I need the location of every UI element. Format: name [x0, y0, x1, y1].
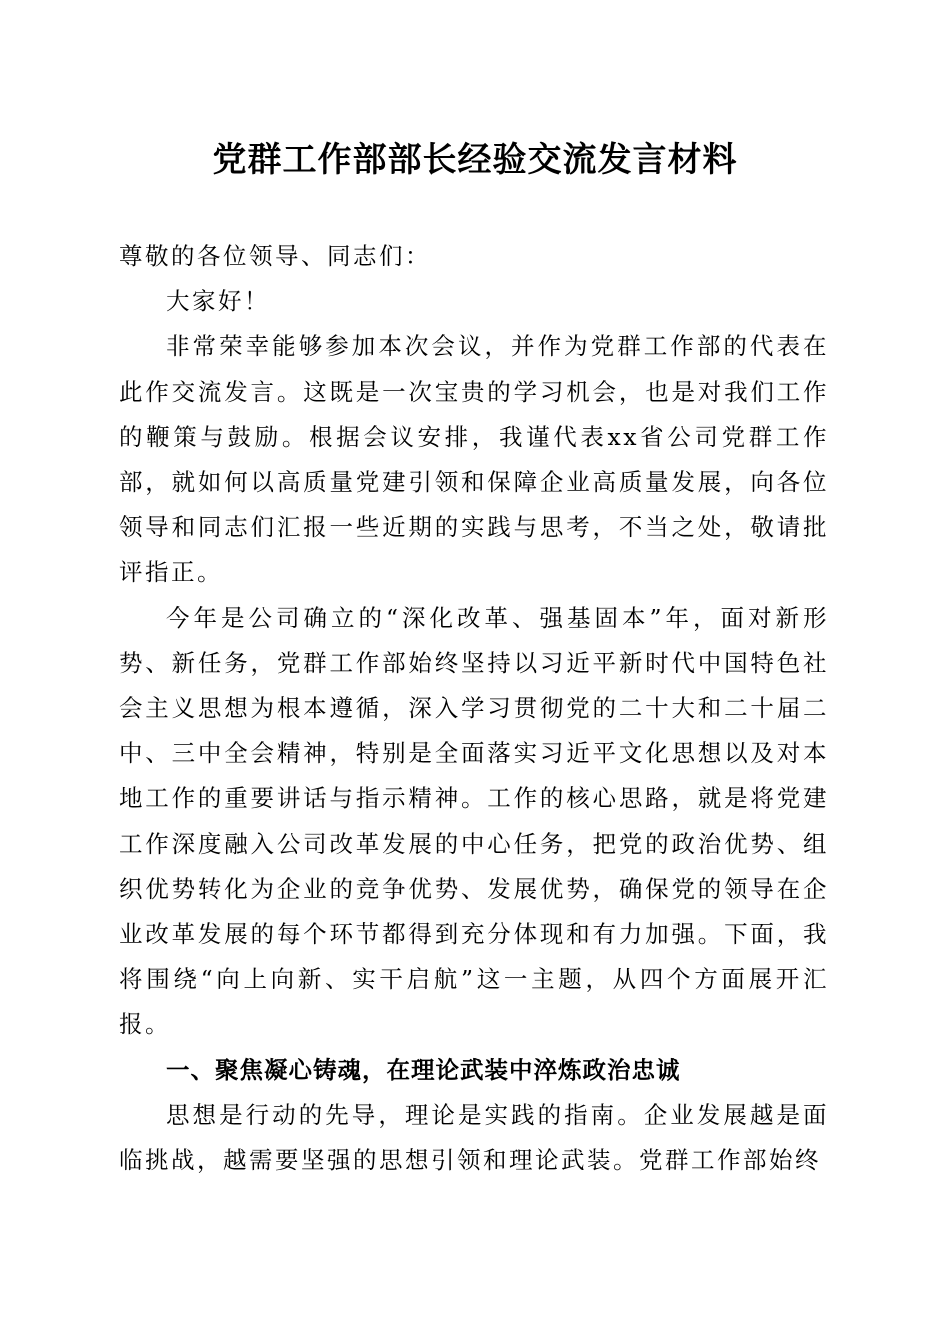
document-title: 党群工作部部长经验交流发言材料 [212, 140, 738, 180]
paragraph-intro: 非常荣幸能够参加本次会议，并作为党群工作部的代表在此作交流发言。这既是一次宝贵的学习机会，也是对我们工作的鞭策与鼓励。根据会议安排，我谨代表xx省公司党群工作部，就如何以高质量党建引领和保障企业高质量发展，向各位领导和同志们汇报一些近期的实践与思考，不当之处，敬请批评指正。 [119, 332, 829, 587]
section-paragraph: 思想是行动的先导，理论是实践的指南。企业发展越是面临挑战，越需要坚强的思想引领和理论武装。党群工作部始终 [119, 1100, 829, 1175]
greeting: 大家好！ [166, 287, 270, 316]
paragraph-overview: 今年是公司确立的“深化改革、强基固本”年，面对新形势、新任务，党群工作部始终坚持以习近平新时代中国特色社会主义思想为根本遵循，深入学习贯彻党的二十大和二十届二中、三中全会精神，特别是全面落实习近平文化思想以及对本地工作的重要讲话与指示精神。工作的核心思路，就是将党建工作深度融入公司改革发展的中心任务，把党的政治优势、组织优势转化为企业的竞争优势、发展优势，确保党的领导在企业改革发展的每个环节都得到充分体现和有力加强。下面，我将围绕“向上向新、实干启航”这一主题，从四个方面展开汇报。 [119, 603, 829, 1039]
document-body [119, 234, 829, 1183]
section-heading: 一、聚焦凝心铸魂，在理论武装中淬炼政治忠诚 [166, 1055, 681, 1084]
salutation: 尊敬的各位领导、同志们： [119, 242, 431, 270]
